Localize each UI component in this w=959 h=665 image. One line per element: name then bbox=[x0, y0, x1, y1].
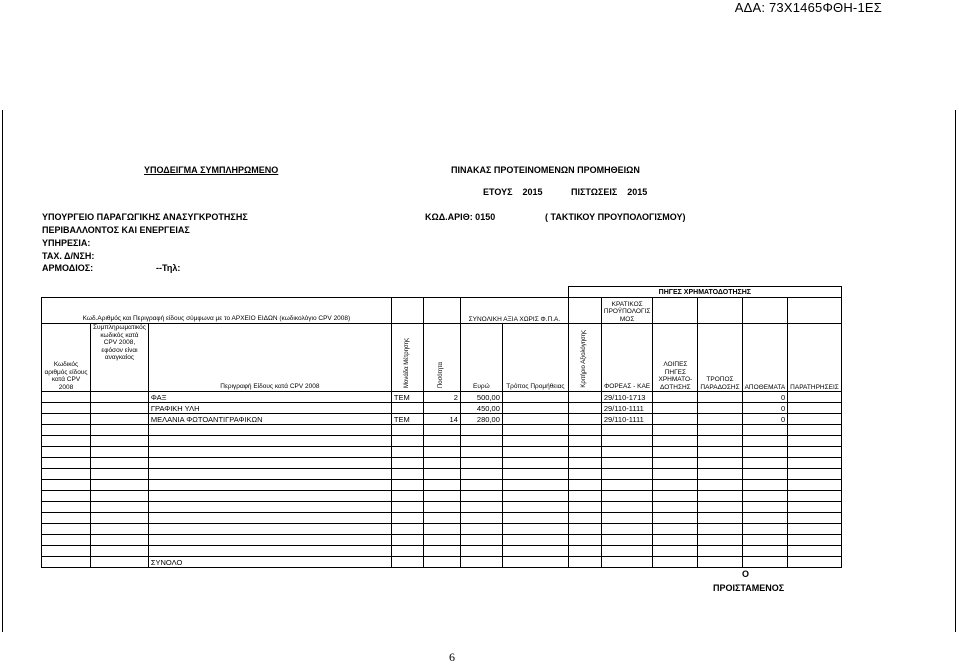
table-row: ΓΡΑΦΙΚΗ ΥΛΗ 450,00 29/110-1111 0 bbox=[42, 403, 842, 414]
ada-code: ΑΔΑ: 73Χ1465ΦΘΗ-1ΕΣ bbox=[734, 0, 882, 15]
remarks-header: ΠΑΡΑΤΗΡΗΣΕΙΣ bbox=[788, 324, 842, 392]
total-value-header: ΣΥΝΟΛΙΚΗ ΑΞΙΑ ΧΩΡΙΣ Φ.Π.Α. bbox=[460, 298, 568, 324]
empty-row bbox=[42, 535, 842, 546]
page-number: 6 bbox=[449, 650, 455, 664]
empty-row bbox=[42, 524, 842, 535]
supplementary-header: Συμπληρωματικός κωδικός κατά CPV 2008, εφόσον είναι αναγκαίος bbox=[91, 324, 149, 392]
unit-header: Μονάδα Μέτρησης bbox=[403, 337, 410, 388]
budget-label: ( ΤΑΚΤΙΚΟΥ ΠΡΟΥΠΟΛΟΓΙΣΜΟΥ) bbox=[545, 212, 686, 222]
agency-header: ΦΟΡΕΑΣ - ΚΑΕ bbox=[601, 324, 653, 392]
empty-row bbox=[42, 469, 842, 480]
responsible-label: ΑΡΜΟΔΙΟΣ: bbox=[42, 263, 94, 273]
year-label: ΕΤΟΥΣ 2015 bbox=[483, 187, 543, 197]
criteria-header: Κριτήριο Αξιολόγησης bbox=[581, 330, 588, 388]
delivery-header: ΤΡΟΠΟΣ ΠΑΡΑΔΟΣΗΣ bbox=[698, 324, 742, 392]
other-sources-header: ΛΟΙΠΕΣ ΠΗΓΕΣ ΧΡΗΜΑΤΟ-ΔΟΤΗΣΗΣ bbox=[653, 324, 698, 392]
table-row: ΦΑΞ ΤΕΜ 2 500,00 29/110-1713 0 bbox=[42, 392, 842, 403]
state-budget-header: ΚΡΑΤΙΚΟΣ ΠΡΟΫΠΟΛΟΓΙΣ ΜΟΣ bbox=[601, 298, 653, 324]
signature-o: Ο bbox=[742, 569, 750, 579]
address-label: ΤΑΧ. Δ/ΝΣΗ: bbox=[42, 251, 95, 261]
code-label: ΚΩΔ.ΑΡΙΘ: 0150 bbox=[425, 212, 496, 222]
signature-title: ΠΡΟΙΣΤΑΜΕΝΟΣ bbox=[713, 583, 785, 593]
quantity-header: Ποσότητα bbox=[438, 361, 445, 388]
procurement-header: Τρόπος Προμήθειας bbox=[502, 324, 568, 392]
empty-row bbox=[42, 502, 842, 513]
empty-row bbox=[42, 436, 842, 447]
table-row: ΜΕΛΑΝΙΑ ΦΩΤΟΑΝΤΙΓΡΑΦΙΚΩΝ ΤΕΜ 14 280,00 29/110-1111 0 bbox=[42, 414, 842, 425]
funding-sources-header: ΠΗΓΕΣ ΧΡΗΜΑΤΟΔΟΤΗΣΗΣ bbox=[568, 287, 841, 298]
ministry-line-1: ΥΠΟΥΡΓΕΙΟ ΠΑΡΑΓΩΓΙΚΗΣ ΑΝΑΣΥΓΚΡΟΤΗΣΗΣ bbox=[42, 212, 248, 222]
empty-row bbox=[42, 546, 842, 557]
total-label: ΣΥΝΟΛΟ bbox=[148, 557, 391, 568]
desc-cpv-header: Περιγραφή Είδους κατά CPV 2008 bbox=[148, 324, 391, 392]
euro-header: Ευρώ bbox=[460, 324, 502, 392]
ministry-line-2: ΠΕΡΙΒΑΛΛΟΝΤΟΣ ΚΑΙ ΕΝΕΡΓΕΙΑΣ bbox=[42, 225, 190, 235]
code-cpv-header: Κωδικός αριθμός είδους κατά CPV 2008 bbox=[42, 324, 91, 392]
empty-row bbox=[42, 513, 842, 524]
total-row bbox=[42, 557, 842, 568]
sample-label: ΥΠΟΔΕΙΓΜΑ ΣΥΜΠΛΗΡΩΜΕΝΟ bbox=[144, 165, 279, 175]
phone-label: --Τηλ: bbox=[156, 263, 181, 273]
stock-header: ΑΠΟΘΕΜΑΤΑ bbox=[742, 324, 788, 392]
service-label: ΥΠΗΡΕΣΙΑ: bbox=[42, 238, 91, 248]
procurement-table bbox=[41, 286, 842, 568]
empty-row bbox=[42, 425, 842, 436]
empty-row bbox=[42, 447, 842, 458]
empty-row bbox=[42, 491, 842, 502]
table-title: ΠΙΝΑΚΑΣ ΠΡΟΤΕΙΝΟΜΕΝΩΝ ΠΡΟΜΗΘΕΙΩΝ bbox=[451, 165, 640, 175]
code-desc-header: Κωδ.Αριθμός και Περιγραφή είδους σύμφωνα με το ΑΡΧΕΙΟ ΕΙΔΩΝ (κωδικολόγιο CPV 2008) bbox=[42, 298, 392, 324]
credits-label: ΠΙΣΤΩΣΕΙΣ 2015 bbox=[571, 187, 648, 197]
empty-row bbox=[42, 458, 842, 469]
empty-row bbox=[42, 480, 842, 491]
